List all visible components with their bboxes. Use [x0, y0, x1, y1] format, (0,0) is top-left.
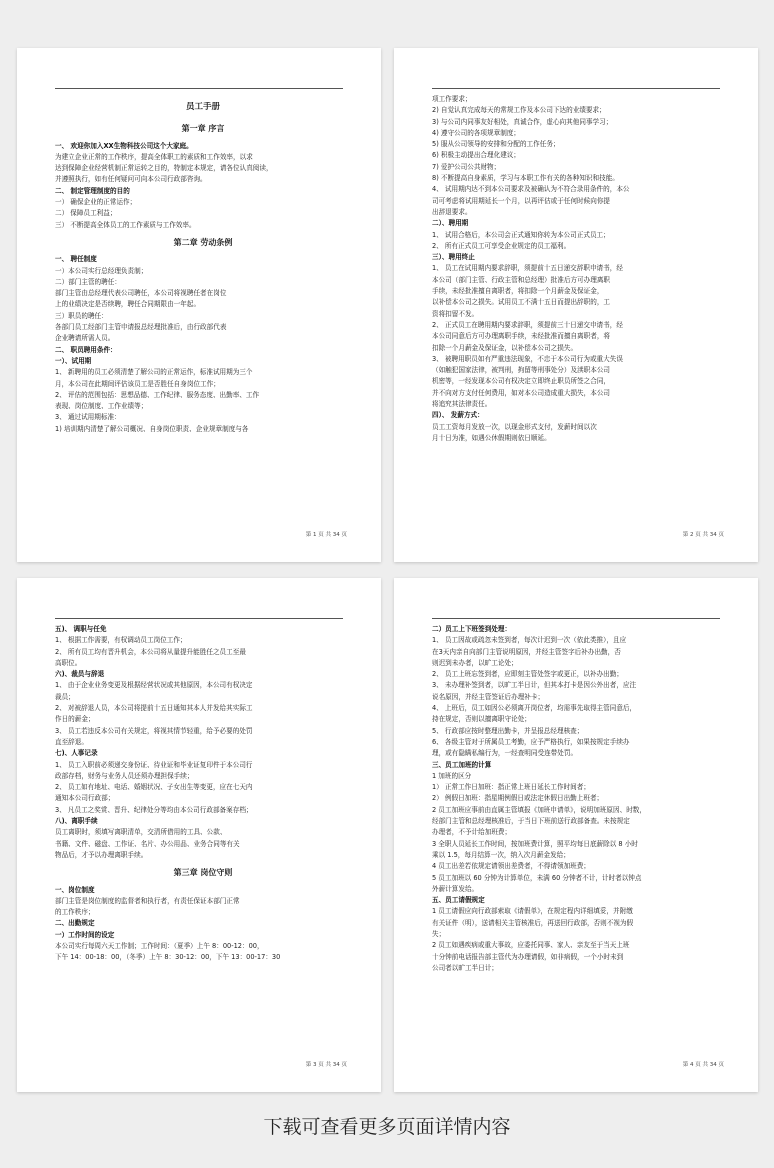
text-line: 将追究其法律责任。: [432, 400, 492, 409]
download-caption: 下载可查看更多页面详情内容: [263, 1116, 511, 1138]
section-heading: 六)、裁员与辞退: [55, 670, 105, 679]
header-rule: [432, 618, 720, 619]
text-line: 4 员工出差若依规定请领出差费者，不得请领加班费；: [432, 862, 590, 871]
header-rule: [55, 618, 343, 619]
text-line: 部门主管由总经理代表公司聘任，本公司将视聘任者在岗位: [55, 289, 227, 298]
text-line: 三） 不断提高全体员工的工作素质与工作效率。: [55, 220, 196, 229]
section-heading: 一、 聘任制度: [55, 255, 97, 264]
text-line: 2、 所有正式员工可享受企业规定的员工福利。: [432, 241, 571, 250]
chapter-heading: 第三章 岗位守则: [173, 868, 233, 878]
text-line: 则迟到未办者，以旷工论处；: [432, 658, 518, 667]
text-line: 1） 正常工作日加班：指正常上班日延长工作时间者；: [432, 783, 590, 792]
text-line: 扣除一个月薪金及保证金，以补偿本公司之损失。: [432, 343, 578, 352]
text-line: 6) 积极主动提出合理化建议；: [432, 151, 520, 160]
text-line: 达到保障企业经营机制正常运转之目的，特制定本规定，请各位认真阅读，: [55, 164, 273, 173]
text-line: 5 员工加班以 60 分钟为计算单位，未满 60 分钟者不计，计时者以钟点: [432, 873, 642, 882]
document-page-4: [394, 578, 758, 1092]
section-heading: 一、岗位制度: [55, 885, 95, 894]
text-line: 2） 例假日加班：指星期例假日或法定休假日出勤上班者；: [432, 794, 604, 803]
text-line: 手续，未经批准擅自离职者，将扣除一个月薪金及保证金，: [432, 287, 604, 296]
text-line: 持在规定，否则以擅离职守论处；: [432, 715, 531, 724]
text-line: 5) 服从公司领导的安排和分配的工作任务；: [432, 140, 560, 149]
text-line: 公司者以旷工半日计；: [432, 963, 498, 972]
text-line: 4、 上班后，员工如因公必须离开岗位者，均需事先取得主管同意后，: [432, 704, 637, 713]
text-line: 员工工资每月发放一次，以现金形式支付，发薪时间以次: [432, 422, 597, 431]
section-heading: 八)、离职手续: [55, 817, 98, 826]
text-line: 本公司（部门主管、行政主管和总经理）批准后方可办理离职: [432, 275, 611, 284]
text-line: 1、 员工因故或疏忽未签到者，每次计迟到一次（依此类推），且应: [432, 636, 627, 645]
page-content: [432, 624, 728, 974]
chapter-heading: 第二章 劳动条例: [173, 237, 233, 247]
page-footer: 第 2 页 共 34 页: [682, 532, 724, 538]
text-line: 1、 试用合格后，本公司会正式通知你转为本公司正式员工；: [432, 230, 610, 239]
text-line: 有关证件（明），送请相关主管核准后，再送回行政部，否则不视为假: [432, 918, 634, 927]
chapter-heading: 第一章 序言: [181, 124, 225, 134]
section-heading: 一）工作时间的设定: [55, 930, 115, 939]
text-line: 1) 培训期内清楚了解公司概况、自身岗位职责、企业规章制度与各: [55, 424, 249, 433]
text-line: 为建立企业正常的工作秩序，提高全体职工的素质和工作效率，以求: [55, 152, 253, 161]
text-line: 3、 员工若违反本公司有关规定，将视其情节轻重，给予必要的处罚: [55, 726, 253, 735]
text-line: 2 员工加班应事前由直属主管填报《加班申请单》，说明加班原因、时数，: [432, 805, 646, 814]
text-line: 经部门主管和总经理核准后，于当日下班前送行政部备查。未按规定: [432, 817, 630, 826]
text-line: 政部存档，财务与业务人员还须办理担保手续；: [55, 771, 194, 780]
section-heading: 三）、聘用终止: [432, 253, 475, 262]
text-line: 一） 确保企业的正常运作；: [55, 198, 137, 207]
page-footer: 第 3 页 共 34 页: [305, 1062, 347, 1068]
text-line: 5、 行政部应按时整理出勤卡，并呈报总经理核查；: [432, 726, 584, 735]
text-line: 1、 根据工作需要，有权调动员工岗位工作；: [55, 636, 187, 645]
text-line: 1、 员工在试用期内要求辞职，须提前十五日递交辞职申请书，经: [432, 264, 623, 273]
text-line: 月十日为准，如遇公休假期则依日顺延。: [432, 433, 551, 442]
text-line: 8) 不断提高自身素质，学习与本职工作有关的各种知识和技能。: [432, 174, 619, 183]
header-rule: [432, 88, 720, 89]
text-line: 2、 员工如有地址、电话、婚姻状况、子女出生等变更，应在七天内: [55, 783, 253, 792]
text-line: 本公司实行每周六天工作制；工作时间：（夏季）上午 8：00-12：00，: [55, 942, 264, 951]
text-line: 并不向对方支付任何费用，如对本公司造成重大损失，本公司: [432, 388, 611, 397]
text-line: 2、 正式员工在聘用期内要求辞职，须提前三十日递交申请书，经: [432, 320, 623, 329]
document-title: 员工手册: [185, 102, 220, 112]
text-line: 6、 各级主管对于所属员工考勤，应予严格执行，如果按规定手续办: [432, 737, 630, 746]
text-line: 3、 通过试用期标准：: [55, 413, 121, 422]
text-line: 2、 所有员工均有晋升机会，本公司将从量提升能胜任之员工至最: [55, 647, 246, 656]
text-line: 1 员工请假应向行政部索取《请假单》，在规定程内详细填妥，并附缴: [432, 907, 633, 916]
text-line: 1、 新聘用的员工必须清楚了解公司的正常运作，标准试用期为三个: [55, 368, 253, 377]
page-content: [432, 94, 728, 444]
header-rule: [55, 88, 343, 89]
text-line: 二） 保障员工利益；: [55, 209, 117, 218]
document-page-3: [17, 578, 381, 1092]
text-line: 司可考虑将试用期延长一个月，以再评估或于任何时候向你提: [432, 196, 611, 205]
text-line: 直至辞退。: [55, 737, 88, 746]
text-line: 表现、岗位制度、工作业绩等；: [55, 402, 148, 411]
text-line: 书籍、文件、磁盘、工作证、名片、办公用品、业务合同等有关: [55, 839, 240, 848]
text-line: 3、 凡员工之奖赏、晋升、纪律处分等均由本公司行政部备案存档；: [55, 805, 253, 814]
text-line: 4、 试用期内达不到本公司要求及被确认为不符合录用条件的，本公: [432, 185, 630, 194]
section-heading: 三、员工加班的计算: [432, 760, 492, 769]
text-line: 物品后，才予以办理离职手续。: [55, 850, 148, 859]
document-page-1: [17, 48, 381, 562]
text-line: 上的业绩决定是否续聘，聘任合同期限由一年起。: [55, 300, 201, 309]
text-line: 外薪计算发给。: [432, 884, 479, 893]
section-heading: 一）、试用期: [55, 356, 92, 365]
text-line: 2 员工如遇疾病或重大事故，应委托同事、家人、亲友至于当天上班: [432, 941, 630, 950]
text-line: 在3天内亲自向部门主管说明原因，并经主管签字后补办出勤，否: [432, 647, 621, 656]
text-line: 2) 自觉认真完成每天的常规工作及本公司下达的业绩要求；: [432, 106, 606, 115]
section-heading: 二）、聘用期: [432, 219, 469, 228]
text-line: 项工作要求；: [432, 95, 472, 103]
text-line: 2、 评估的范围包括：思想品德、工作纪律、服务态度、出勤率、工作: [55, 390, 260, 399]
text-line: 失；: [432, 930, 446, 939]
text-line: 员工离职时，须填写离职清单，交清所借用的工具、公款、: [55, 828, 227, 837]
text-line: 三）职员的聘任：: [55, 311, 108, 320]
page-footer: 第 1 页 共 34 页: [305, 532, 347, 538]
text-line: 高职位。: [55, 658, 82, 667]
text-line: 下午 14：00-18：00，（冬季）上午 8：30-12：00，下午 13：00-17：30: [55, 953, 281, 962]
text-line: 1 加班的区分: [432, 771, 472, 780]
text-line: 3 全职人员延长工作时间，按加班费计算，照平均每日底薪除以 8 小时: [432, 839, 638, 848]
section-heading: 五)、 调职与任免: [55, 625, 107, 633]
page-content: [55, 94, 351, 435]
text-line: 2、 员工上班忘签到者，应即刻主管处签字或更正，以补办出勤；: [432, 670, 623, 679]
text-line: 作日的薪金；: [55, 715, 95, 724]
page-content: [55, 624, 351, 964]
page-footer: 第 4 页 共 34 页: [682, 1062, 724, 1068]
document-page-2: [394, 48, 758, 562]
text-line: 3) 与公司内同事友好相处，真诚合作，虚心向其他同事学习；: [432, 117, 613, 126]
section-heading: 七)、人事记录: [55, 749, 98, 758]
text-line: 3、 被聘用职员如有严重违法现象，不忠于本公司行为或重大失误: [432, 354, 623, 363]
text-line: 并遵照执行，如有任何疑问可向本公司行政部咨询。: [55, 175, 207, 184]
text-line: 2、 对被辞退人员，本公司将提前十五日通知其本人并发给其实际工: [55, 704, 253, 713]
text-line: （如触犯国家法律，被判刑，拘留等刑事处分）及渎职本公司: [432, 366, 611, 375]
text-line: 本公司同意后方可办理离职手续，未经批准而擅自离职者，将: [432, 332, 611, 341]
section-heading: 四）、 发薪方式：: [432, 411, 484, 420]
text-line: 出辞退要求。: [432, 207, 472, 216]
text-line: 以补偿本公司之损失。试用员工不满十五日而提出辞职的，工: [432, 298, 611, 307]
text-line: 4) 遵守公司的各项规章制度；: [432, 128, 520, 137]
section-heading: 二、 制定管理制度的目的: [55, 186, 130, 195]
text-line: 裁员；: [55, 692, 75, 701]
text-line: 说名原因，并经主管签证后办理补卡；: [432, 692, 545, 701]
text-line: 月，本公司在此期间评估该员工是否胜任自身岗位工作；: [55, 379, 220, 388]
text-line: 一）本公司实行总经理负责制；: [55, 266, 148, 275]
section-heading: 二、 职员聘用条件：: [55, 345, 117, 354]
text-line: 7) 爱护公司公共财物；: [432, 162, 501, 171]
text-line: 资将扣留不发。: [432, 309, 479, 318]
text-line: 二）部门主管的聘任：: [55, 277, 121, 286]
text-line: 理，或有隐瞒私编行为，一经查明同受连带处罚。: [432, 749, 578, 758]
text-line: 企业聘请所需人员。: [55, 334, 115, 343]
text-line: 部门主管是岗位制度的监督者和执行者，有责任保证本部门正常: [55, 896, 240, 905]
text-line: 通知本公司行政部；: [55, 794, 115, 803]
text-line: 乘以 1.5，每月结算一次，纳入次月薪金发给；: [432, 850, 570, 859]
text-line: 十分钟前电话报告部主管代为办理请假，如非病假，一个小时未到: [432, 952, 624, 961]
text-line: 的工作秩序；: [55, 908, 95, 917]
section-heading: 一、 欢迎你加入XX生物科技公司这个大家庭。: [55, 141, 193, 150]
text-line: 机密等，一经发现本公司有权决定立即终止职员所签之合同，: [432, 377, 611, 386]
text-line: 3、 未办理补签到者，以旷工半日计，但其本打卡是因公外出者，应注: [432, 681, 637, 690]
text-line: 办理者，不予计给加班费；: [432, 828, 512, 837]
text-line: 1、 员工入职前必须递交身份证、待业证和毕业证复印件于本公司行: [55, 760, 253, 769]
section-heading: 二、出勤规定: [55, 919, 95, 928]
text-line: 各部门员工经部门主管申请报总经理批准后，由行政部代表: [55, 323, 227, 332]
section-heading: 五、员工请假规定: [432, 896, 485, 905]
text-line: 1、 由于企业业务变更及根据经营状况或其他原因，本公司有权决定: [55, 681, 253, 690]
section-heading: 二）员工上下班签到处理：: [432, 625, 512, 633]
